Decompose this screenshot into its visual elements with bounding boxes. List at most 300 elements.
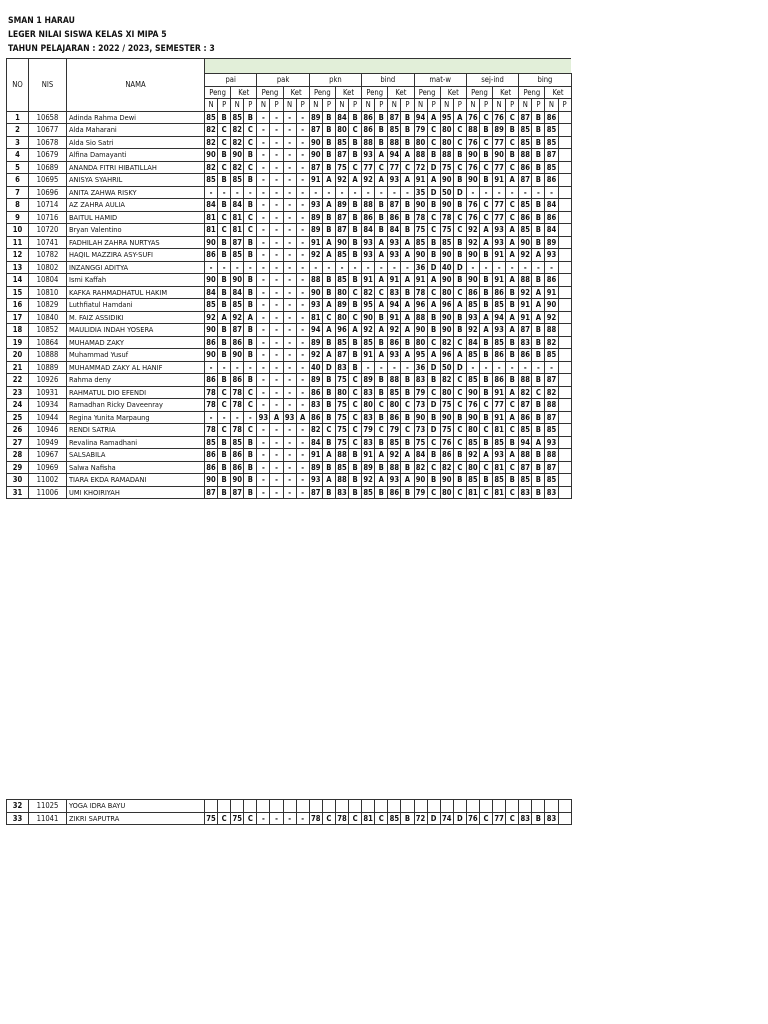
grade-cell: 83: [363, 412, 373, 422]
grade-cell: -: [493, 261, 506, 274]
grade-cell: 81: [494, 487, 504, 497]
grade-cell: 78: [206, 387, 216, 397]
grade-cell: B: [506, 299, 519, 312]
n-header: N: [519, 99, 532, 112]
row-no: 14: [7, 274, 29, 287]
row-no: 29: [7, 461, 29, 474]
grade-cell: -: [231, 261, 244, 274]
grade-cell: -: [296, 224, 309, 237]
row-name: SALSABILA: [67, 449, 205, 462]
grade-cell: B: [218, 486, 231, 499]
grade-cell: C: [427, 336, 440, 349]
grade-cell: B: [244, 349, 257, 362]
grade-cell: 91: [311, 237, 321, 247]
grade-cell: 89: [337, 200, 347, 209]
grade-cell: 88: [363, 137, 373, 147]
grade-cell: C: [349, 399, 362, 412]
grade-cell: B: [479, 286, 492, 299]
grade-cell: -: [257, 211, 270, 224]
grade-cell: B: [479, 249, 492, 262]
row-nis: 10658: [29, 111, 67, 124]
grade-cell: -: [532, 361, 545, 374]
grade-cell: A: [479, 324, 492, 337]
grade-cell: C: [349, 124, 362, 137]
grade-cell: -: [231, 186, 244, 199]
grade-cell: [558, 236, 571, 249]
grade-cell: C: [453, 374, 466, 387]
grade-cell: -: [296, 399, 309, 412]
grade-cell: D: [453, 361, 466, 374]
grade-cell: 87: [206, 487, 216, 497]
grade-cell: [558, 199, 571, 212]
grade-cell: B: [244, 374, 257, 387]
grade-cell: 92: [232, 312, 242, 322]
grade-cell: 75: [206, 813, 216, 823]
grade-cell: A: [401, 311, 414, 324]
row-no: 13: [7, 261, 29, 274]
grade-cell: 88: [520, 150, 531, 159]
grade-cell: -: [388, 361, 401, 374]
grade-cell: B: [322, 286, 335, 299]
grade-cell: [558, 311, 571, 324]
grade-cell: 90: [546, 300, 557, 309]
grade-cell: A: [322, 324, 335, 337]
grade-cell: B: [218, 174, 231, 187]
grade-cell: C: [349, 812, 362, 825]
grade-cell: -: [479, 361, 492, 374]
grade-cell: 85: [494, 475, 504, 484]
grade-cell: -: [296, 424, 309, 437]
p-header: P: [270, 99, 283, 112]
grade-cell: B: [479, 411, 492, 424]
grade-cell: 83: [520, 487, 531, 497]
grade-cell: 82: [441, 462, 452, 472]
grade-cell: 77: [494, 137, 504, 147]
n-header: N: [283, 99, 296, 112]
row-name: Alfina Damayanti: [67, 149, 205, 162]
row-no: 23: [7, 386, 29, 399]
grade-cell: 40: [311, 362, 321, 372]
student-row: [7, 374, 572, 387]
grade-cell: 87: [337, 225, 347, 234]
grade-cell: -: [283, 812, 296, 825]
row-no: 25: [7, 411, 29, 424]
p-header: P: [427, 99, 440, 112]
grade-cell: B: [322, 111, 335, 124]
grade-cell: [558, 449, 571, 462]
row-no: 3: [7, 136, 29, 149]
grade-cell: -: [309, 186, 322, 199]
grade-cell: B: [401, 124, 414, 137]
grade-cell: -: [257, 374, 270, 387]
grade-cell: B: [349, 486, 362, 499]
grade-cell: 77: [494, 200, 504, 209]
grade-cell: 80: [337, 312, 347, 322]
grade-cell: 90: [206, 150, 216, 159]
grade-cell: 85: [520, 425, 531, 434]
grade-cell: 87: [546, 412, 557, 422]
grade-cell: 90: [363, 312, 373, 322]
grade-cell: 96: [441, 300, 452, 309]
grade-cell: A: [401, 174, 414, 187]
grade-cell: -: [244, 411, 257, 424]
grade-cell: 76: [441, 437, 452, 447]
grade-cell: -: [257, 174, 270, 187]
grade-cell: 91: [363, 275, 373, 284]
peng-header: Peng: [519, 86, 545, 99]
grade-cell: B: [349, 474, 362, 487]
grade-cell: -: [270, 124, 283, 137]
grade-cell: -: [388, 261, 401, 274]
grade-cell: 91: [494, 175, 504, 184]
student-row: [7, 299, 572, 312]
grade-cell: C: [453, 424, 466, 437]
peng-header: Peng: [466, 86, 492, 99]
grade-cell: C: [218, 161, 231, 174]
grade-cell: 78: [311, 813, 321, 823]
row-name: YOGA IDRA BAYU: [67, 800, 205, 813]
grade-cell: A: [506, 311, 519, 324]
grade-cell: 85: [520, 225, 531, 234]
grade-cell: 94: [494, 312, 504, 322]
grade-cell: B: [322, 211, 335, 224]
grade-cell: 87: [232, 237, 242, 247]
row-no: 12: [7, 249, 29, 262]
grade-cell: -: [493, 186, 506, 199]
ket-header: Ket: [493, 86, 519, 99]
grade-cell: 85: [468, 300, 478, 309]
row-name: ANANDA FITRI HIBATILLAH: [67, 161, 205, 174]
grade-cell: 88: [520, 275, 531, 284]
grade-cell: 93: [311, 200, 321, 209]
grade-cell: 77: [494, 212, 504, 222]
grade-cell: 83: [520, 337, 531, 347]
row-name: UMI KHOIRIYAH: [67, 486, 205, 499]
grade-cell: B: [506, 374, 519, 387]
grade-cell: 96: [337, 325, 347, 334]
grade-cell: -: [545, 186, 558, 199]
grade-cell: B: [401, 374, 414, 387]
grade-cell: [218, 800, 231, 813]
grade-cell: A: [349, 324, 362, 337]
grade-cell: -: [218, 411, 231, 424]
grade-cell: 90: [206, 350, 216, 359]
grade-cell: -: [296, 812, 309, 825]
grade-cell: A: [218, 311, 231, 324]
grade-cell: B: [532, 211, 545, 224]
grade-cell: 93: [311, 300, 321, 309]
grade-cell: C: [427, 224, 440, 237]
row-no: 16: [7, 299, 29, 312]
grade-cell: 84: [363, 225, 373, 234]
grade-cell: 85: [441, 237, 452, 247]
subject-header: pai: [205, 74, 257, 87]
grade-cell: C: [218, 386, 231, 399]
grade-cell: 87: [389, 112, 400, 122]
grade-cell: C: [506, 199, 519, 212]
grade-cell: 77: [363, 162, 373, 172]
grade-cell: 85: [546, 350, 557, 359]
row-no: 33: [7, 812, 29, 825]
grade-cell: 96: [441, 350, 452, 359]
grade-cell: [558, 211, 571, 224]
grade-cell: [558, 249, 571, 262]
n-header: N: [466, 99, 479, 112]
row-nis: 10679: [29, 149, 67, 162]
grade-cell: A: [506, 224, 519, 237]
grade-cell: C: [479, 461, 492, 474]
grade-cell: 95: [441, 112, 452, 122]
grade-cell: 90: [441, 250, 452, 259]
grade-cell: 93: [311, 475, 321, 484]
grade-cell: 93: [494, 225, 504, 234]
grade-cell: -: [296, 136, 309, 149]
grade-cell: -: [283, 386, 296, 399]
grade-cell: B: [218, 111, 231, 124]
row-name: RAHMATUL DIO EFENDI: [67, 386, 205, 399]
grade-cell: C: [218, 211, 231, 224]
grade-cell: 80: [337, 287, 347, 297]
student-row: [7, 486, 572, 499]
grade-cell: A: [506, 449, 519, 462]
grade-cell: -: [479, 261, 492, 274]
grade-cell: B: [218, 149, 231, 162]
grade-cell: [558, 186, 571, 199]
grade-cell: [558, 812, 571, 825]
grade-cell: A: [322, 236, 335, 249]
p-header: P: [322, 99, 335, 112]
grade-cell: -: [545, 261, 558, 274]
grade-cell: A: [322, 449, 335, 462]
school-name: SMAN 1 HARAU: [8, 16, 75, 26]
grade-cell: A: [375, 349, 388, 362]
grade-cell: 85: [520, 200, 531, 209]
grade-cell: B: [506, 149, 519, 162]
ket-header: Ket: [335, 86, 361, 99]
student-row: [7, 336, 572, 349]
grade-cell: 82: [415, 462, 426, 472]
grade-cell: B: [479, 374, 492, 387]
grade-cell: C: [427, 436, 440, 449]
grade-cell: B: [375, 411, 388, 424]
grade-cell: 75: [441, 400, 452, 409]
grade-cell: 96: [415, 300, 426, 309]
grade-cell: B: [218, 474, 231, 487]
grade-cell: -: [283, 274, 296, 287]
grade-cell: 85: [546, 425, 557, 434]
grade-cell: -: [296, 174, 309, 187]
grade-cell: B: [322, 374, 335, 387]
grade-cell: -: [270, 336, 283, 349]
grade-cell: 91: [494, 250, 504, 259]
grade-cell: 92: [363, 325, 373, 334]
grade-cell: -: [205, 261, 218, 274]
grade-cell: B: [479, 436, 492, 449]
ket-header: Ket: [545, 86, 571, 99]
grade-cell: B: [506, 286, 519, 299]
student-row: [7, 399, 572, 412]
p-header: P: [479, 99, 492, 112]
grade-cell: D: [427, 161, 440, 174]
grade-cell: 84: [546, 200, 557, 209]
grade-cell: B: [401, 336, 414, 349]
grade-cell: B: [532, 174, 545, 187]
grade-cell: B: [401, 111, 414, 124]
grade-cell: 78: [337, 813, 347, 823]
grade-cell: C: [375, 812, 388, 825]
grade-cell: 85: [468, 350, 478, 359]
row-name: HAQIL MAZZIRA ASY-SUFI: [67, 249, 205, 262]
grade-cell: 90: [441, 312, 452, 322]
grade-cell: B: [532, 136, 545, 149]
grade-cell: -: [296, 149, 309, 162]
grade-cell: B: [244, 199, 257, 212]
grade-cell: -: [283, 286, 296, 299]
row-name: ZIKRI SAPUTRA: [67, 812, 205, 825]
grade-cell: A: [375, 474, 388, 487]
grade-cell: A: [453, 349, 466, 362]
grade-cell: -: [257, 161, 270, 174]
grade-cell: C: [453, 136, 466, 149]
grade-cell: 89: [311, 212, 321, 222]
grade-cell: [479, 800, 492, 813]
grade-cell: A: [479, 311, 492, 324]
grade-cell: -: [244, 361, 257, 374]
grade-cell: B: [375, 199, 388, 212]
grade-cell: 86: [520, 350, 531, 359]
grade-cell: B: [427, 474, 440, 487]
grade-cell: C: [479, 199, 492, 212]
grade-cell: 84: [337, 112, 347, 122]
grade-cell: -: [257, 261, 270, 274]
grade-cell: -: [296, 186, 309, 199]
grade-cell: B: [349, 224, 362, 237]
grade-cell: -: [283, 149, 296, 162]
grade-cell: -: [257, 812, 270, 825]
p-header: P: [375, 99, 388, 112]
grade-cell: C: [375, 424, 388, 437]
row-name: Rahma deny: [67, 374, 205, 387]
grade-cell: B: [401, 286, 414, 299]
grade-cell: B: [322, 386, 335, 399]
grade-cell: -: [519, 261, 532, 274]
grade-cell: B: [244, 149, 257, 162]
grade-cell: 80: [337, 387, 347, 397]
grade-cell: C: [322, 311, 335, 324]
grade-cell: -: [257, 386, 270, 399]
grade-cell: A: [401, 274, 414, 287]
row-name: Alda Sio Satri: [67, 136, 205, 149]
grade-cell: 85: [232, 437, 242, 447]
grade-cell: C: [375, 161, 388, 174]
student-row: [7, 286, 572, 299]
grade-cell: -: [283, 299, 296, 312]
grade-cell: D: [427, 186, 440, 199]
grade-cell: B: [532, 486, 545, 499]
grade-cell: A: [506, 324, 519, 337]
grade-cell: 85: [546, 475, 557, 484]
grade-cell: 85: [337, 250, 347, 259]
grade-cell: 93: [258, 412, 269, 422]
grade-cell: [453, 800, 466, 813]
grade-cell: A: [479, 236, 492, 249]
grade-cell: B: [218, 374, 231, 387]
header-row-top: [7, 59, 572, 74]
grade-cell: 85: [494, 437, 504, 447]
grade-cell: -: [270, 461, 283, 474]
row-no: 18: [7, 324, 29, 337]
grade-cell: -: [257, 486, 270, 499]
grade-cell: 83: [337, 487, 347, 497]
row-name: Bryan Valentino: [67, 224, 205, 237]
grade-cell: B: [453, 236, 466, 249]
grade-cell: 78: [206, 400, 216, 409]
grade-cell: -: [493, 361, 506, 374]
grade-cell: -: [283, 261, 296, 274]
grade-cell: 91: [389, 312, 400, 322]
grade-cell: -: [270, 111, 283, 124]
grades-table-container: [6, 58, 768, 499]
grade-cell: [440, 800, 453, 813]
grade-cell: C: [506, 486, 519, 499]
grade-cell: 81: [232, 225, 242, 234]
grade-cell: C: [506, 399, 519, 412]
row-no: 26: [7, 424, 29, 437]
row-name: Luthfiatul Hamdani: [67, 299, 205, 312]
grade-cell: C: [453, 211, 466, 224]
row-name: RENDI SATRIA: [67, 424, 205, 437]
grade-cell: A: [427, 174, 440, 187]
grade-cell: B: [532, 474, 545, 487]
grade-cell: A: [244, 311, 257, 324]
grade-cell: B: [532, 424, 545, 437]
grade-cell: 76: [494, 112, 504, 122]
grade-cell: -: [283, 486, 296, 499]
grade-cell: 92: [468, 325, 478, 334]
grade-cell: B: [349, 211, 362, 224]
grade-cell: B: [479, 174, 492, 187]
grade-cell: 91: [415, 175, 426, 184]
grade-cell: 35: [415, 187, 426, 197]
grade-cell: -: [270, 474, 283, 487]
grade-cell: 85: [546, 137, 557, 147]
grade-cell: B: [532, 161, 545, 174]
row-name: ANITA ZAHWA RISKY: [67, 186, 205, 199]
grade-cell: C: [244, 424, 257, 437]
grade-cell: 75: [337, 425, 347, 434]
grade-cell: [558, 324, 571, 337]
grade-cell: 91: [520, 312, 531, 322]
peng-header: Peng: [309, 86, 335, 99]
grade-cell: -: [270, 374, 283, 387]
student-row: [7, 474, 572, 487]
row-nis: 10696: [29, 186, 67, 199]
grade-cell: -: [283, 336, 296, 349]
grade-cell: B: [506, 124, 519, 137]
grade-cell: -: [257, 236, 270, 249]
grade-cell: -: [270, 449, 283, 462]
grade-cell: A: [532, 436, 545, 449]
grade-cell: 85: [337, 337, 347, 347]
grade-cell: -: [218, 261, 231, 274]
grade-cell: 86: [441, 450, 452, 459]
grade-cell: 93: [389, 475, 400, 484]
grade-cell: 88: [415, 150, 426, 159]
grade-cell: 85: [520, 475, 531, 484]
grade-cell: 86: [363, 212, 373, 222]
grade-cell: B: [532, 111, 545, 124]
grade-cell: [558, 424, 571, 437]
